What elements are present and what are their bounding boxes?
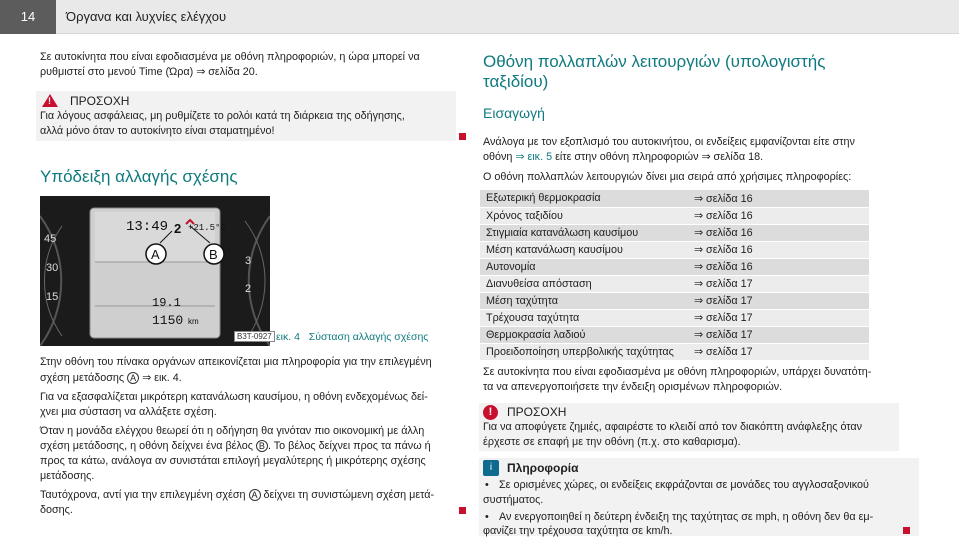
heading-multifunction-line-2: ταξιδίου) bbox=[483, 72, 549, 91]
table-cell-ref[interactable]: ⇒ σελίδα 17 bbox=[688, 309, 869, 326]
table-row bbox=[480, 241, 869, 258]
bullet-2: • bbox=[485, 511, 489, 523]
intro-line-2: ρυθμιστεί στο μενού Time (Ώρα) ⇒ σελίδα 20. bbox=[40, 66, 258, 78]
table-row bbox=[480, 326, 869, 343]
table-cell-ref[interactable]: ⇒ σελίδα 17 bbox=[688, 343, 869, 360]
right-p3-line-1: Σε αυτοκίνητα που είναι εφοδιασμένα με οθόνη πληροφοριών, υπάρχει δυνατότη- bbox=[483, 366, 872, 378]
table-cell-label: Προειδοποίηση υπερβολικής ταχύτητας bbox=[480, 343, 688, 360]
figure-code: B3T-0927 bbox=[234, 331, 275, 342]
table-cell-label: Μέση ταχύτητα bbox=[480, 292, 688, 309]
table-cell-label: Στιγμιαία κατανάλωση καυσίμου bbox=[480, 224, 688, 241]
cluster-km-text: km bbox=[188, 317, 199, 326]
figure-caption bbox=[276, 331, 428, 343]
caution-box bbox=[36, 91, 456, 141]
svg-text:2: 2 bbox=[245, 283, 252, 295]
right-p1-line-2: οθόνη ⇒ εικ. 5 είτε στην οθόνη πληροφοριών ⇒ σελίδα 18. bbox=[483, 151, 764, 163]
table-row bbox=[480, 309, 869, 326]
section-end-marker bbox=[459, 507, 466, 514]
cluster-odo-text: 1150 bbox=[152, 313, 184, 328]
svg-text:45: 45 bbox=[44, 233, 57, 245]
figure-label: εικ. 4 bbox=[276, 331, 300, 343]
note1-line-2: συστήματος. bbox=[483, 494, 544, 506]
p4-line-1: Ταυτόχρονα, αντί για την επιλεγμένη σχέση A δείχνει τη συνιστώμενη σχέση μετά- bbox=[40, 489, 435, 501]
intro-line-1: Σε αυτοκίνητα που είναι εφοδιασμένα με οθόνη πληροφοριών, η ώρα μπορεί να bbox=[40, 51, 420, 63]
circle-a-icon: A bbox=[127, 372, 139, 384]
heading-gear-shift: Υπόδειξη αλλαγής σχέσης bbox=[40, 167, 238, 186]
page-number: 14 bbox=[0, 0, 56, 34]
p4-line-2: δοσης. bbox=[40, 504, 73, 516]
table-cell-ref[interactable]: ⇒ σελίδα 16 bbox=[688, 190, 869, 207]
table-cell-label: Μέση κατανάλωση καυσίμου bbox=[480, 241, 688, 258]
p3-line-2: σχέση μετάδοσης, η οθόνη δείχνει ένα βέλος B . Το βέλος δείχνει προς τα πάνω ή bbox=[40, 440, 431, 452]
figure-caption-text: Σύσταση αλλαγής σχέσης bbox=[308, 331, 429, 343]
table-cell-ref[interactable]: ⇒ σελίδα 17 bbox=[688, 326, 869, 343]
table-cell-label: Θερμοκρασία λαδιού bbox=[480, 326, 688, 343]
circle-b-icon: B bbox=[256, 440, 268, 452]
right-caution-line-2: έρχεστε σε επαφή με την οθόνη (π.χ. στο καθαρισμα). bbox=[483, 436, 741, 448]
cluster-clock-text: 13:49 bbox=[126, 219, 169, 235]
table-cell-ref[interactable]: ⇒ σελίδα 16 bbox=[688, 241, 869, 258]
cluster-gear-text: 2 bbox=[174, 221, 182, 236]
note1-line-1: Σε ορισμένες χώρες, οι ενδείξεις εκφράζονται σε μονάδες του αγγλοσαξονικού bbox=[499, 479, 869, 491]
callout-a-label: A bbox=[151, 247, 160, 262]
info-icon: i bbox=[483, 460, 499, 476]
p3-line-3: προς τα κάτω, ανάλογα αν συνιστάται επιλογή μεγαλύτερης ή μικρότερης σχέσης bbox=[40, 455, 426, 467]
callout-b-label: B bbox=[209, 247, 218, 262]
table-cell-label: Εξωτερική θερμοκρασία bbox=[480, 190, 688, 207]
note2-line-1: Αν ενεργοποιηθεί η δεύτερη ένδειξη της ταχύτητας σε mph, η οθόνη δεν θα εμ- bbox=[499, 511, 874, 523]
right-p2: Ο οθόνη πολλαπλών λειτουργιών δίνει μια σειρά από χρήσιμες πληροφορίες: bbox=[483, 171, 852, 183]
note-end-marker bbox=[903, 527, 910, 534]
table-row bbox=[480, 343, 869, 360]
p1-line-2: σχέση μετάδοσης A ⇒ εικ. 4. bbox=[40, 372, 182, 384]
table-cell-ref[interactable]: ⇒ σελίδα 16 bbox=[688, 207, 869, 224]
caution-title: ΠΡΟΣΟΧΗ bbox=[70, 94, 130, 108]
cluster-trip-text: 19.1 bbox=[152, 296, 181, 310]
table-cell-label: Αυτονομία bbox=[480, 258, 688, 275]
note2-line-2: φανίζει την τρέχουσα ταχύτητα σε km/h. bbox=[483, 525, 673, 537]
table-cell-ref[interactable]: ⇒ σελίδα 17 bbox=[688, 275, 869, 292]
table-row bbox=[480, 207, 869, 224]
caution-end-marker bbox=[459, 133, 466, 140]
table-cell-ref[interactable]: ⇒ σελίδα 17 bbox=[688, 292, 869, 309]
cluster-temp-text: +21.5°C bbox=[188, 223, 226, 233]
right-p3-line-2: τα να απενεργοποιήσετε την ένδειξη ορισμένων πληροφοριών. bbox=[483, 381, 783, 393]
right-caution-line-1: Για να αποφύγετε ζημιές, αφαιρέστε το κλειδί από τον διακόπτη ανάφλεξης όταν bbox=[483, 421, 863, 433]
warning-triangle-icon: ! bbox=[42, 94, 58, 110]
table-row bbox=[480, 258, 869, 275]
note-title: Πληροφορία bbox=[507, 461, 579, 475]
svg-text:3: 3 bbox=[245, 255, 252, 267]
table-row bbox=[480, 292, 869, 309]
svg-text:30: 30 bbox=[46, 262, 59, 274]
caution-line-2: αλλά μόνο όταν το αυτοκίνητο είναι σταματημένο! bbox=[40, 125, 275, 137]
cluster-illustration bbox=[40, 196, 270, 346]
table-cell-ref[interactable]: ⇒ σελίδα 16 bbox=[688, 224, 869, 241]
svg-text:15: 15 bbox=[46, 291, 59, 303]
bullet-1: • bbox=[485, 479, 489, 491]
features-table bbox=[480, 190, 869, 361]
p2-line-1: Για να εξασφαλίζεται μικρότερη κατανάλωση καυσίμου, η οθόνη ενδεχομένως δεί- bbox=[40, 391, 428, 403]
table-cell-ref[interactable]: ⇒ σελίδα 16 bbox=[688, 258, 869, 275]
caution-line-1: Για λόγους ασφάλειας, μη ρυθμίζετε το ρολόι κατά τη διάρκεια της οδήγησης, bbox=[40, 110, 405, 122]
table-cell-label: Διανυθείσα απόσταση bbox=[480, 275, 688, 292]
instrument-cluster-figure bbox=[40, 196, 270, 346]
p2-line-2: χνει μια σύσταση να αλλάξετε σχέση. bbox=[40, 406, 217, 418]
table-row bbox=[480, 224, 869, 241]
heading-multifunction-line-1: Οθόνη πολλαπλών λειτουργιών (υπολογιστής bbox=[483, 52, 826, 71]
circle-a-icon-2: A bbox=[249, 489, 261, 501]
p1-line-1: Στην οθόνη του πίνακα οργάνων απεικονίζεται μια πληροφορία για την επιλεγμένη bbox=[40, 356, 432, 368]
section-title: Όργανα και λυχνίες ελέγχου bbox=[66, 9, 227, 24]
warning-circle-icon: ! bbox=[483, 405, 498, 420]
table-row bbox=[480, 190, 869, 207]
table-cell-label: Τρέχουσα ταχύτητα bbox=[480, 309, 688, 326]
right-p1-line-1: Ανάλογα με τον εξοπλισμό του αυτοκινήτου, οι ενδείξεις εμφανίζονται είτε στην bbox=[483, 136, 855, 148]
table-cell-label: Χρόνος ταξιδίου bbox=[480, 207, 688, 224]
right-caution-title: ΠΡΟΣΟΧΗ bbox=[507, 405, 567, 419]
p3-line-4: μετάδοσης. bbox=[40, 470, 95, 482]
p3-line-1: Όταν η μονάδα ελέγχου θεωρεί ότι η οδήγηση θα γινόταν πιο οικονομική με άλλη bbox=[40, 425, 425, 437]
subheading-intro: Εισαγωγή bbox=[483, 105, 545, 121]
table-row bbox=[480, 275, 869, 292]
note-box bbox=[479, 458, 919, 536]
right-caution-box bbox=[479, 403, 899, 451]
